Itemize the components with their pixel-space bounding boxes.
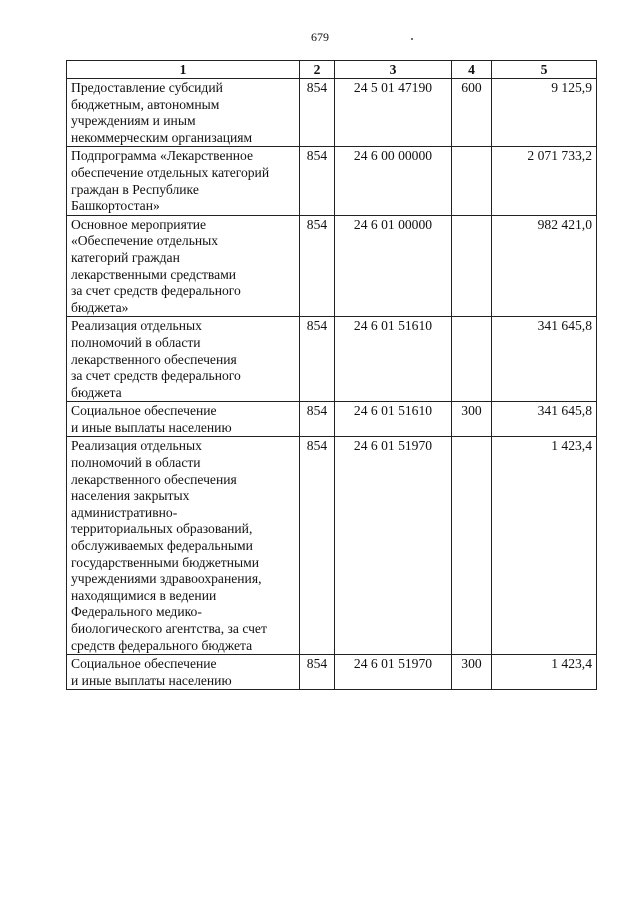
table-header-row xyxy=(67,61,597,79)
table-row xyxy=(67,402,597,437)
row-ministry-code-cell: 854 xyxy=(300,79,335,147)
column-header-4: 4 xyxy=(452,61,492,79)
column-header-3: 3 xyxy=(335,61,452,79)
scan-speck xyxy=(411,38,413,40)
row-amount-cell: 982 421,0 xyxy=(492,215,597,317)
row-amount-cell: 2 071 733,2 xyxy=(492,147,597,215)
row-amount-cell: 341 645,8 xyxy=(492,402,597,437)
table-row xyxy=(67,317,597,402)
row-expense-type-cell: 300 xyxy=(452,655,492,690)
row-expense-type-cell xyxy=(452,147,492,215)
row-name-cell: Социальное обеспечение и иные выплаты населению xyxy=(67,655,300,690)
column-header-2: 2 xyxy=(300,61,335,79)
row-ministry-code-cell: 854 xyxy=(300,317,335,402)
row-target-code-cell: 24 6 01 51970 xyxy=(335,437,452,655)
row-ministry-code-cell: 854 xyxy=(300,215,335,317)
table-row xyxy=(67,437,597,655)
row-amount-cell: 341 645,8 xyxy=(492,317,597,402)
row-target-code-cell: 24 6 01 51970 xyxy=(335,655,452,690)
budget-table xyxy=(66,60,597,690)
table-row xyxy=(67,147,597,215)
table-row xyxy=(67,79,597,147)
row-ministry-code-cell: 854 xyxy=(300,147,335,215)
row-target-code-cell: 24 6 01 51610 xyxy=(335,317,452,402)
row-name-cell: Социальное обеспечение и иные выплаты населению xyxy=(67,402,300,437)
row-amount-cell: 9 125,9 xyxy=(492,79,597,147)
row-target-code-cell: 24 5 01 47190 xyxy=(335,79,452,147)
row-name-cell: Реализация отдельных полномочий в области лекарственного обеспечения за счет средств федерального бюджета xyxy=(67,317,300,402)
row-target-code-cell: 24 6 01 00000 xyxy=(335,215,452,317)
table-row xyxy=(67,655,597,690)
row-expense-type-cell xyxy=(452,437,492,655)
row-ministry-code-cell: 854 xyxy=(300,655,335,690)
row-amount-cell: 1 423,4 xyxy=(492,655,597,690)
row-amount-cell: 1 423,4 xyxy=(492,437,597,655)
row-expense-type-cell xyxy=(452,317,492,402)
row-name-cell: Предоставление субсидий бюджетным, автономным учреждениям и иным некоммерческим организациям xyxy=(67,79,300,147)
row-name-cell: Основное мероприятие «Обеспечение отдельных категорий граждан лекарственными средствами за счет средств федерального бюджета» xyxy=(67,215,300,317)
table-row xyxy=(67,215,597,317)
column-header-5: 5 xyxy=(492,61,597,79)
page-number: 679 xyxy=(311,30,329,44)
row-name-cell: Реализация отдельных полномочий в области лекарственного обеспечения населения закрытых административно- территориальных образований, обслуживаемых федеральными государственными бюджетными учреждениями здравоохранения, находящимися в ведении Федерального медико- биологического агентства, за счет средств федерального бюджета xyxy=(67,437,300,655)
row-expense-type-cell xyxy=(452,215,492,317)
row-ministry-code-cell: 854 xyxy=(300,437,335,655)
row-target-code-cell: 24 6 00 00000 xyxy=(335,147,452,215)
column-header-1: 1 xyxy=(67,61,300,79)
row-expense-type-cell: 600 xyxy=(452,79,492,147)
row-expense-type-cell: 300 xyxy=(452,402,492,437)
row-name-cell: Подпрограмма «Лекарственное обеспечение отдельных категорий граждан в Республике Башкортостан» xyxy=(67,147,300,215)
row-target-code-cell: 24 6 01 51610 xyxy=(335,402,452,437)
row-ministry-code-cell: 854 xyxy=(300,402,335,437)
